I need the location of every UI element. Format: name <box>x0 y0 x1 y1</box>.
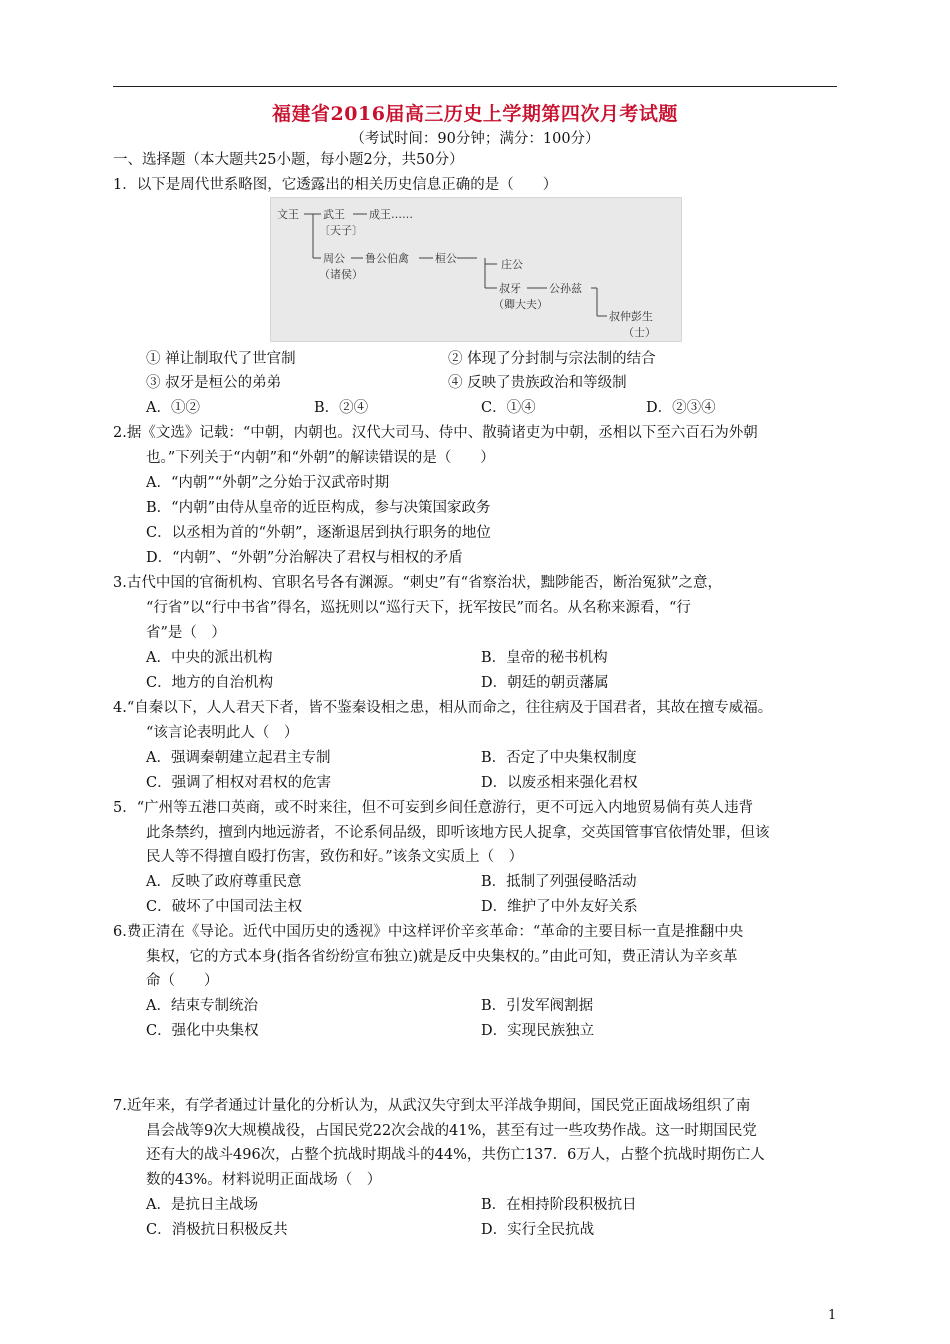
q1-statement-3: ③ 叔牙是桓公的弟弟 <box>146 375 282 391</box>
q4-option-a: A．强调秦朝建立起君主专制 <box>146 750 331 766</box>
q1-option-b: B．②④ <box>314 400 369 416</box>
fig-lugongboqin: 鲁公伯禽 <box>365 252 409 265</box>
question-3-line-2: “行省”以“行中书省”得名，巡抚则以“巡行天下，抚军按民”而名。从名称来源看，“行 <box>146 600 691 616</box>
q1-statement-4: ④ 反映了贵族政治和等级制 <box>448 375 627 391</box>
fig-zhougong: 周公 <box>323 252 345 265</box>
section-heading: 一、选择题（本大题共25小题，每小题2分，共50分） <box>113 152 464 168</box>
fig-shuya: 叔牙 <box>499 282 521 295</box>
q3-option-b: B．皇帝的秘书机构 <box>481 650 608 666</box>
q4-option-c: C．强调了相权对君权的危害 <box>146 775 332 791</box>
question-6-line-1: 6.费正清在《导论。近代中国历史的透视》中这样评价辛亥革命：“革命的主要目标一直是推翻中央 <box>113 924 744 940</box>
q7-option-b: B．在相持阶段积极抗日 <box>481 1197 637 1213</box>
q5-option-a: A．反映了政府尊重民意 <box>146 874 302 890</box>
q2-option-d: D．“内朝”、“外朝”分治解决了君权与相权的矛盾 <box>146 550 463 566</box>
question-2-line-2: 也。”下列关于“内朝”和“外朝”的解读错误的是（ ） <box>146 450 495 466</box>
q2-option-b: B．“内朝”由侍从皇帝的近臣构成，参与决策国家政务 <box>146 500 491 516</box>
q6-option-c: C．强化中央集权 <box>146 1023 259 1039</box>
fig-zhuanggong: 庄公 <box>501 258 523 271</box>
q7-option-d: D．实行全民抗战 <box>481 1222 595 1238</box>
q4-option-b: B．否定了中央集权制度 <box>481 750 637 766</box>
question-2-line-1: 2.据《文选》记载：“中朝，内朝也。汉代大司马、侍中、散骑诸吏为中朝，丞相以下至六百石为外朝 <box>113 425 758 441</box>
q4-option-d: D．以废丞相来强化君权 <box>481 775 638 791</box>
lineage-diagram <box>271 198 681 341</box>
q1-option-a: A．①② <box>146 400 200 416</box>
exam-info: （考试时间：90分钟；满分：100分） <box>350 131 600 147</box>
q2-option-c: C．以丞相为首的“外朝”，逐渐退居到执行职务的地位 <box>146 525 491 541</box>
question-4-line-2: “该言论表明此人（ ） <box>146 725 299 741</box>
q7-option-c: C．消极抗日积极反共 <box>146 1222 288 1238</box>
question-1-stem: 1．以下是周代世系略图，它透露出的相关历史信息正确的是（ ） <box>113 177 558 193</box>
fig-huangong: 桓公 <box>435 252 457 265</box>
fig-shi: （士） <box>623 326 656 339</box>
q3-option-c: C．地方的自治机构 <box>146 675 274 691</box>
q5-option-b: B．抵制了列强侵略活动 <box>481 874 637 890</box>
fig-chengwang: 成王…… <box>369 208 413 221</box>
q3-option-a: A．中央的派出机构 <box>146 650 273 666</box>
question-4-line-1: 4.“自秦以下，人人君天下者，皆不鉴秦设相之患，相从而命之，往往病及于国君者，其故在擅专威福。 <box>113 700 773 716</box>
question-6-line-2: 集权，它的方式本身(指各省纷纷宣布独立)就是反中央集权的。”由此可知，费正清认为辛亥革 <box>146 949 738 965</box>
q5-option-c: C．破坏了中国司法主权 <box>146 899 303 915</box>
zhou-lineage-figure <box>270 197 682 342</box>
q2-option-a: A．“内朝”“外朝”之分始于汉武帝时期 <box>146 475 390 491</box>
fig-wenwang: 文王 <box>277 208 299 221</box>
q6-option-a: A．结束专制统治 <box>146 998 258 1014</box>
q1-option-c: C．①④ <box>481 400 536 416</box>
question-3-line-3: 省”是（ ） <box>146 625 226 641</box>
question-7-line-4: 数的43%。材料说明正面战场（ ） <box>146 1172 382 1188</box>
question-5-line-2: 此条禁约，擅到内地远游者，不论系伺品级，即听该地方民人捉拿，交英国管事官依情处罪，但该 <box>146 825 770 841</box>
question-7-line-3: 还有大的战斗496次，占整个抗战时期战斗的44%，共伤亡137．6万人，占整个抗战时期伤亡人 <box>146 1147 765 1163</box>
header-rule <box>113 86 837 87</box>
question-5-line-1: 5．“广州等五港口英商，或不时来往，但不可妄到乡间任意游行，更不可远入内地贸易倘有英人违背 <box>113 800 754 816</box>
fig-zhuhou: （诸侯） <box>319 268 363 281</box>
fig-tianzi: 〔天子〕 <box>319 224 363 237</box>
question-7-line-1: 7.近年来，有学者通过计量化的分析认为，从武汉失守到太平洋战争期间，国民党正面战场组织了南 <box>113 1098 751 1114</box>
q6-option-d: D．实现民族独立 <box>481 1023 595 1039</box>
question-7-line-2: 昌会战等9次大规模战役，占国民党22次会战的41%，甚至有过一些攻势作战。这一时期国民党 <box>146 1123 757 1139</box>
page-number: 1 <box>828 1308 837 1323</box>
fig-shuzhongpengsheng: 叔仲彭生 <box>609 310 653 323</box>
q6-option-b: B．引发军阀割据 <box>481 998 594 1014</box>
q7-option-a: A．是抗日主战场 <box>146 1197 258 1213</box>
q1-option-d: D．②③④ <box>646 400 716 416</box>
fig-wuwang: 武王 <box>323 208 345 221</box>
q5-option-d: D．维护了中外友好关系 <box>481 899 638 915</box>
question-6-line-3: 命（ ） <box>146 973 219 989</box>
fig-qingdafu: （卿大夫） <box>493 298 548 311</box>
q3-option-d: D．朝廷的朝贡藩属 <box>481 675 609 691</box>
page-title: 福建省2016届高三历史上学期第四次月考试题 <box>272 103 678 125</box>
question-3-line-1: 3.古代中国的官衙机构、官职名号各有渊源。“刺史”有“省察治状，黜陟能否，断治冤狱”之意， <box>113 575 722 591</box>
q1-statement-2: ② 体现了分封制与宗法制的结合 <box>448 351 656 367</box>
question-5-line-3: 民人等不得擅自殴打伤害，致伤和好。”该条文实质上（ ） <box>146 849 524 865</box>
q1-statement-1: ① 禅让制取代了世官制 <box>146 351 296 367</box>
fig-gongsunzi: 公孙兹 <box>549 282 582 295</box>
